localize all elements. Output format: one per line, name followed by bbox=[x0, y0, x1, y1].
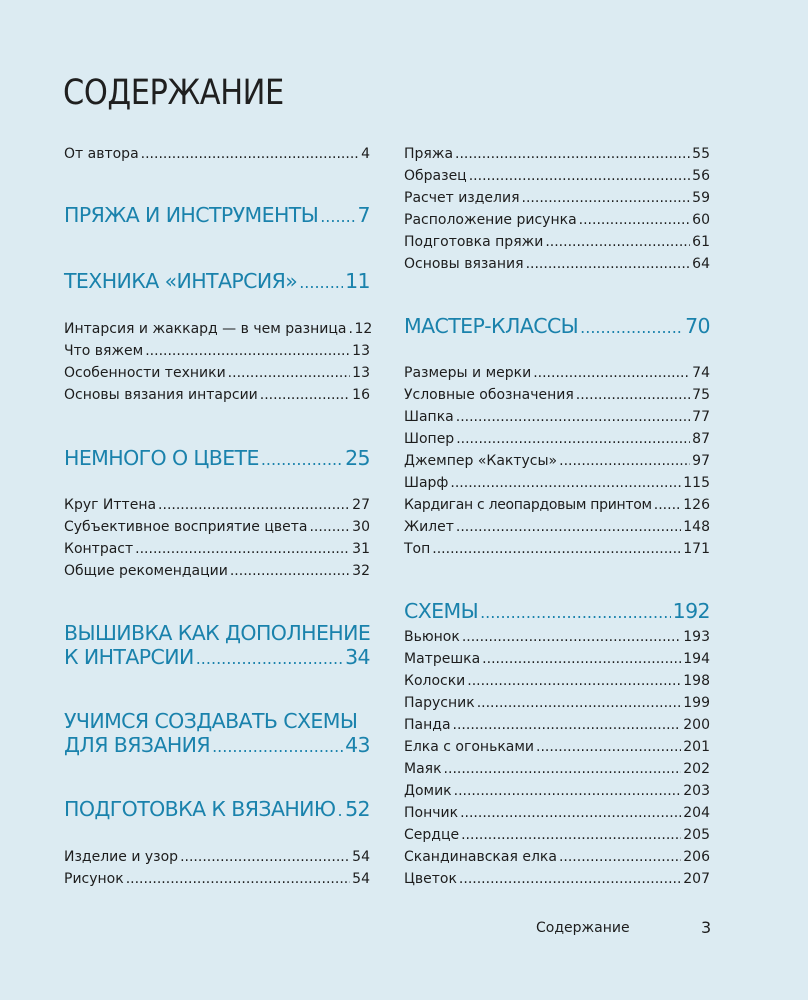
toc-item-title: Скандинавская елка bbox=[404, 849, 557, 865]
toc-item-page: 205 bbox=[683, 827, 710, 843]
toc-item[interactable] bbox=[64, 561, 370, 583]
dot-leader bbox=[299, 269, 343, 295]
section-title: МАСТЕР-КЛАССЫ bbox=[404, 314, 579, 338]
toc-item-title: Колоски bbox=[404, 673, 466, 689]
dot-leader bbox=[453, 715, 682, 735]
toc-item-title: Цветок bbox=[404, 871, 457, 887]
dot-leader bbox=[158, 495, 350, 515]
toc-section-heading[interactable] bbox=[64, 446, 370, 472]
toc-item[interactable] bbox=[64, 385, 370, 407]
section-title: СХЕМЫ bbox=[404, 599, 479, 623]
dot-leader bbox=[180, 847, 350, 867]
dot-leader bbox=[135, 539, 350, 559]
toc-item-page: 74 bbox=[692, 365, 710, 381]
toc-item-title: Контраст bbox=[64, 541, 134, 557]
dot-leader bbox=[228, 363, 351, 383]
toc-item[interactable] bbox=[404, 144, 710, 166]
toc-item-title: Пряжа bbox=[404, 146, 454, 162]
section-page: 11 bbox=[345, 269, 370, 293]
dot-leader bbox=[456, 429, 690, 449]
toc-section-heading[interactable] bbox=[404, 599, 710, 625]
dot-leader bbox=[337, 797, 343, 823]
toc-item[interactable] bbox=[404, 166, 710, 188]
toc-item[interactable] bbox=[404, 232, 710, 254]
toc-item[interactable] bbox=[404, 781, 710, 803]
toc-item-title: Маяк bbox=[404, 761, 442, 777]
toc-item-title: Елка с огоньками bbox=[404, 739, 535, 755]
toc-item-page: 56 bbox=[692, 168, 710, 184]
toc-item-page: 87 bbox=[692, 431, 710, 447]
toc-item[interactable] bbox=[404, 803, 710, 825]
toc-item-page: 30 bbox=[352, 519, 370, 535]
toc-item[interactable] bbox=[404, 847, 710, 869]
toc-item[interactable] bbox=[64, 869, 370, 891]
dot-leader bbox=[196, 645, 343, 671]
toc-item-title: Жилет bbox=[404, 519, 454, 535]
toc-item-page: 194 bbox=[683, 651, 710, 667]
toc-section-heading[interactable] bbox=[64, 645, 370, 671]
toc-item-page: 13 bbox=[352, 343, 370, 359]
section-title: НЕМНОГО О ЦВЕТЕ bbox=[64, 446, 259, 470]
dot-leader bbox=[141, 144, 359, 164]
dot-leader bbox=[522, 188, 691, 208]
dot-leader bbox=[559, 451, 690, 471]
toc-item-title: Интарсия и жаккард — в чем разница bbox=[64, 321, 347, 337]
dot-leader bbox=[654, 495, 682, 515]
section-page: 192 bbox=[672, 599, 710, 623]
toc-item[interactable] bbox=[404, 693, 710, 715]
toc-item-page: 27 bbox=[352, 497, 370, 513]
toc-item[interactable] bbox=[404, 451, 710, 473]
toc-item[interactable] bbox=[64, 144, 370, 166]
toc-item-title: Топ bbox=[404, 541, 431, 557]
toc-item-title: Расположение рисунка bbox=[404, 212, 577, 228]
toc-item-page: 193 bbox=[683, 629, 710, 645]
section-title-line: ВЫШИВКА КАК ДОПОЛНЕНИЕ bbox=[64, 621, 371, 645]
toc-item-title: Шарф bbox=[404, 475, 449, 491]
toc-item-title: Изделие и узор bbox=[64, 849, 179, 865]
running-footer-label: Содержание bbox=[536, 920, 630, 936]
toc-item-title: Матрешка bbox=[404, 651, 481, 667]
toc-item-title: Панда bbox=[404, 717, 451, 733]
dot-leader bbox=[459, 869, 681, 889]
section-page: 7 bbox=[357, 203, 370, 227]
dot-leader bbox=[230, 561, 350, 581]
toc-section-heading[interactable] bbox=[64, 797, 370, 823]
dot-leader bbox=[432, 539, 681, 559]
toc-item-page: 54 bbox=[352, 871, 370, 887]
dot-leader bbox=[545, 232, 690, 252]
toc-item-page: 97 bbox=[692, 453, 710, 469]
dot-leader bbox=[526, 254, 691, 274]
toc-item[interactable] bbox=[404, 188, 710, 210]
section-title: К ИНТАРСИИ bbox=[64, 645, 194, 669]
toc-item[interactable] bbox=[64, 847, 370, 869]
toc-item[interactable] bbox=[64, 495, 370, 517]
dot-leader bbox=[456, 517, 681, 537]
toc-item-title: От автора bbox=[64, 146, 139, 162]
dot-leader bbox=[580, 314, 683, 340]
toc-section-heading[interactable] bbox=[64, 203, 370, 229]
dot-leader bbox=[462, 627, 681, 647]
dot-leader bbox=[460, 803, 681, 823]
toc-item-title: Шапка bbox=[404, 409, 454, 425]
toc-item-page: 64 bbox=[692, 256, 710, 272]
dot-leader bbox=[533, 363, 690, 383]
toc-item[interactable] bbox=[404, 495, 710, 517]
dot-leader bbox=[579, 210, 691, 230]
toc-item[interactable] bbox=[64, 363, 370, 385]
toc-item-page: 13 bbox=[352, 365, 370, 381]
dot-leader bbox=[559, 847, 681, 867]
toc-section-heading[interactable] bbox=[404, 314, 710, 340]
dot-leader bbox=[482, 649, 681, 669]
toc-item-page: 12 bbox=[354, 321, 373, 337]
dot-leader bbox=[576, 385, 690, 405]
toc-item-page: 16 bbox=[352, 387, 370, 403]
toc-item-title: Круг Иттена bbox=[64, 497, 157, 513]
toc-item-page: 115 bbox=[683, 475, 710, 491]
toc-item[interactable] bbox=[404, 869, 710, 891]
toc-item-page: 201 bbox=[683, 739, 710, 755]
toc-item-page: 171 bbox=[683, 541, 710, 557]
toc-item-page: 61 bbox=[692, 234, 710, 250]
toc-item[interactable] bbox=[64, 319, 373, 341]
toc-item-title: Основы вязания интарсии bbox=[64, 387, 258, 403]
toc-item-page: 60 bbox=[692, 212, 710, 228]
toc-item-title: Сердце bbox=[404, 827, 460, 843]
dot-leader bbox=[320, 203, 355, 229]
dot-leader bbox=[456, 407, 690, 427]
toc-item[interactable] bbox=[404, 759, 710, 781]
toc-item-title: Вьюнок bbox=[404, 629, 460, 645]
dot-leader bbox=[467, 671, 681, 691]
toc-item-title: Джемпер «Кактусы» bbox=[404, 453, 558, 469]
toc-item-title: Что вяжем bbox=[64, 343, 144, 359]
toc-item[interactable] bbox=[404, 363, 710, 385]
section-page: 43 bbox=[345, 733, 370, 757]
toc-item[interactable] bbox=[404, 210, 710, 232]
toc-item-title: Рисунок bbox=[64, 871, 124, 887]
toc-item-title: Общие рекомендации bbox=[64, 563, 228, 579]
section-page: 52 bbox=[345, 797, 370, 821]
toc-item[interactable] bbox=[404, 407, 710, 429]
toc-item-title: Основы вязания bbox=[404, 256, 524, 272]
toc-item-page: 126 bbox=[683, 497, 710, 513]
toc-item-page: 32 bbox=[352, 563, 370, 579]
page-number: 3 bbox=[701, 918, 712, 937]
toc-item-page: 148 bbox=[683, 519, 710, 535]
toc-item-title: Условные обозначения bbox=[404, 387, 574, 403]
dot-leader bbox=[348, 319, 352, 339]
dot-leader bbox=[261, 446, 343, 472]
toc-item-page: 206 bbox=[683, 849, 710, 865]
dot-leader bbox=[454, 781, 682, 801]
toc-item-title: Расчет изделия bbox=[404, 190, 520, 206]
toc-item-page: 31 bbox=[352, 541, 370, 557]
dot-leader bbox=[536, 737, 681, 757]
toc-item[interactable] bbox=[404, 627, 710, 649]
dot-leader bbox=[461, 825, 681, 845]
toc-section-heading[interactable] bbox=[64, 733, 370, 759]
toc-item[interactable] bbox=[64, 341, 370, 363]
toc-item-page: 55 bbox=[692, 146, 710, 162]
toc-item-title: Подготовка пряжи bbox=[404, 234, 544, 250]
dot-leader bbox=[480, 599, 671, 625]
toc-item[interactable] bbox=[404, 429, 710, 451]
toc-item[interactable] bbox=[404, 825, 710, 847]
toc-section-heading[interactable] bbox=[64, 269, 370, 295]
dot-leader bbox=[212, 733, 343, 759]
toc-item[interactable] bbox=[404, 517, 710, 539]
toc-item-title: Домик bbox=[404, 783, 452, 799]
toc-item-page: 200 bbox=[683, 717, 710, 733]
toc-item-page: 199 bbox=[683, 695, 710, 711]
toc-item[interactable] bbox=[404, 385, 710, 407]
dot-leader bbox=[260, 385, 350, 405]
dot-leader bbox=[455, 144, 690, 164]
dot-leader bbox=[450, 473, 681, 493]
toc-item[interactable] bbox=[404, 737, 710, 759]
dot-leader bbox=[469, 166, 690, 186]
section-title-line: УЧИМСЯ СОЗДАВАТЬ СХЕМЫ bbox=[64, 709, 358, 733]
section-page: 25 bbox=[345, 446, 370, 470]
toc-item-page: 75 bbox=[692, 387, 710, 403]
toc-item[interactable] bbox=[404, 715, 710, 737]
section-title: ДЛЯ ВЯЗАНИЯ bbox=[64, 733, 211, 757]
toc-item-page: 77 bbox=[692, 409, 710, 425]
toc-item-title: Парусник bbox=[404, 695, 475, 711]
toc-item-title: Кардиган с леопардовым принтом bbox=[404, 497, 652, 513]
dot-leader bbox=[477, 693, 682, 713]
section-page: 34 bbox=[345, 645, 370, 669]
dot-leader bbox=[126, 869, 350, 889]
dot-leader bbox=[145, 341, 350, 361]
toc-item-page: 202 bbox=[683, 761, 710, 777]
toc-item[interactable] bbox=[404, 671, 710, 693]
toc-item[interactable] bbox=[404, 254, 710, 276]
section-page: 70 bbox=[685, 314, 710, 338]
toc-item-page: 59 bbox=[692, 190, 710, 206]
toc-item-title: Субъективное восприятие цвета bbox=[64, 519, 308, 535]
dot-leader bbox=[309, 517, 350, 537]
toc-item-title: Шопер bbox=[404, 431, 455, 447]
toc-item-page: 198 bbox=[683, 673, 710, 689]
toc-item[interactable] bbox=[404, 473, 710, 495]
toc-item-title: Особенности техники bbox=[64, 365, 226, 381]
toc-item-page: 54 bbox=[352, 849, 370, 865]
toc-item-page: 4 bbox=[361, 146, 370, 162]
section-title: ПРЯЖА И ИНСТРУМЕНТЫ bbox=[64, 203, 319, 227]
toc-item-page: 203 bbox=[683, 783, 710, 799]
toc-item-page: 204 bbox=[683, 805, 710, 821]
toc-item[interactable] bbox=[404, 539, 710, 561]
toc-item[interactable] bbox=[64, 539, 370, 561]
toc-item-title: Пончик bbox=[404, 805, 459, 821]
toc-item[interactable] bbox=[64, 517, 370, 539]
dot-leader bbox=[444, 759, 682, 779]
toc-item-title: Образец bbox=[404, 168, 467, 184]
toc-item[interactable] bbox=[404, 649, 710, 671]
section-title: ТЕХНИКА «ИНТАРСИЯ» bbox=[64, 269, 298, 293]
section-title: ПОДГОТОВКА К ВЯЗАНИЮ bbox=[64, 797, 336, 821]
page-title: СОДЕРЖАНИЕ bbox=[63, 73, 284, 113]
toc-item-title: Размеры и мерки bbox=[404, 365, 532, 381]
toc-item-page: 207 bbox=[683, 871, 710, 887]
